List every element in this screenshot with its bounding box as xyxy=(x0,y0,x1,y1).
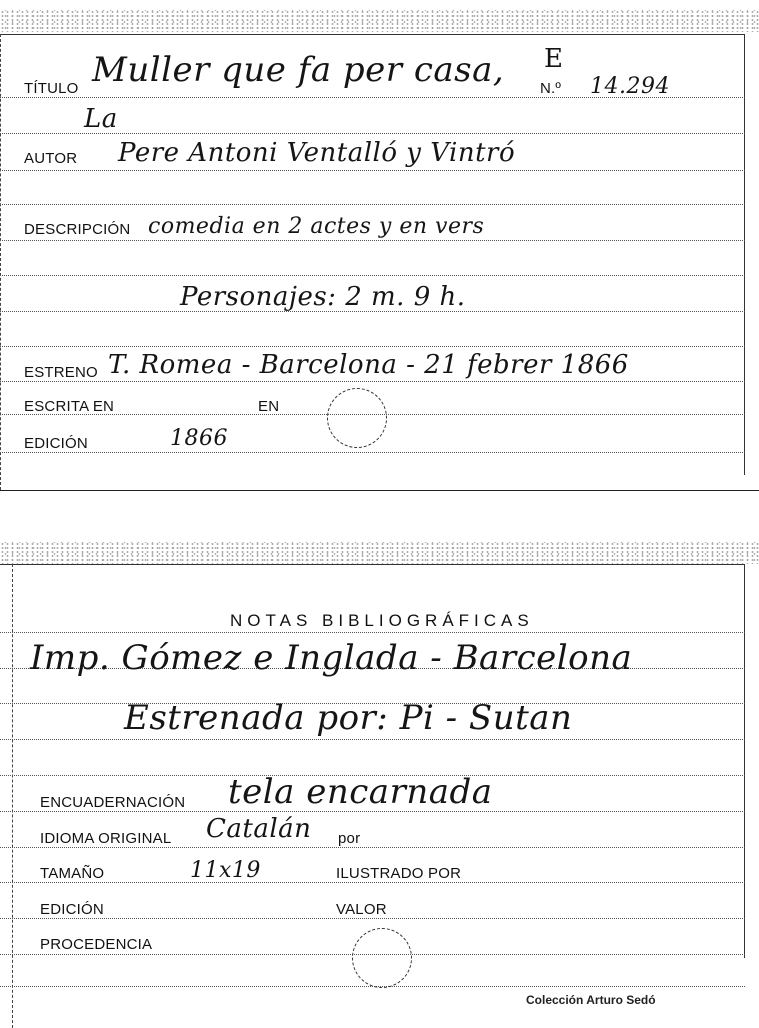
value-label: VALOR xyxy=(336,901,387,918)
note-premiered-by: Estrenada por: Pi - Sutan xyxy=(124,698,573,738)
card-frame-right xyxy=(744,564,745,958)
description-value: comedia en 2 actes y en vers xyxy=(148,214,485,239)
rule-line xyxy=(0,739,745,740)
edition-value: 1866 xyxy=(170,426,228,451)
card-top-edge-noise xyxy=(0,542,759,564)
title-article: La xyxy=(84,104,118,134)
edition-label: EDICIÓN xyxy=(24,435,88,452)
written-label: ESCRITA EN xyxy=(24,398,115,415)
card-frame-left xyxy=(0,34,1,490)
edition-label-2: EDICIÓN xyxy=(40,901,104,918)
card-frame-right xyxy=(744,34,745,475)
description-extra: Personajes: 2 m. 9 h. xyxy=(180,282,466,312)
note-printer: Imp. Gómez e Inglada - Barcelona xyxy=(30,638,633,678)
rule-line xyxy=(0,381,745,382)
premiere-label: ESTRENO xyxy=(24,364,98,381)
rule-line xyxy=(0,452,745,453)
description-label: DESCRIPCIÓN xyxy=(24,221,131,238)
card-frame-top xyxy=(0,34,745,35)
rule-line xyxy=(0,847,745,848)
size-value: 11x19 xyxy=(190,858,261,883)
rule-line xyxy=(0,240,745,241)
language-label: IDIOMA ORIGINAL xyxy=(40,830,172,847)
title-label: TÍTULO xyxy=(24,80,79,97)
stamp-circle xyxy=(352,928,412,988)
number-marker: E xyxy=(544,44,564,74)
catalog-card-top xyxy=(0,0,759,495)
premiere-value: T. Romea - Barcelona - 21 febrer 1866 xyxy=(108,350,629,380)
catalog-card-bottom xyxy=(0,540,759,1028)
rule-line xyxy=(0,275,745,276)
title-value: Muller que fa per casa, xyxy=(92,50,505,90)
number-label: N.º xyxy=(540,80,562,97)
binding-value: tela encarnada xyxy=(228,772,493,812)
card-top-edge-noise xyxy=(0,10,759,32)
card-frame-left xyxy=(12,564,13,1028)
rule-line xyxy=(0,882,745,883)
language-value: Catalán xyxy=(206,814,312,844)
language-por: por xyxy=(338,830,361,847)
notes-heading: NOTAS BIBLIOGRÁFICAS xyxy=(230,611,534,630)
collection-footer: Colección Arturo Sedó xyxy=(526,993,656,1007)
rule-line xyxy=(0,346,745,347)
stamp-circle xyxy=(327,388,387,448)
author-value: Pere Antoni Ventalló y Vintró xyxy=(118,138,516,168)
written-in-label: EN xyxy=(258,398,280,415)
illustrated-label: ILUSTRADO POR xyxy=(336,865,462,882)
number-value: 14.294 xyxy=(590,74,670,99)
binding-label: ENCUADERNACIÓN xyxy=(40,794,186,811)
provenance-label: PROCEDENCIA xyxy=(40,936,153,953)
rule-line xyxy=(0,204,745,205)
card-bottom-edge xyxy=(0,490,759,491)
rule-line xyxy=(0,918,745,919)
author-label: AUTOR xyxy=(24,150,78,167)
size-label: TAMAÑO xyxy=(40,865,105,882)
rule-line xyxy=(0,632,745,633)
card-frame-top xyxy=(0,564,745,565)
rule-line xyxy=(0,170,745,171)
